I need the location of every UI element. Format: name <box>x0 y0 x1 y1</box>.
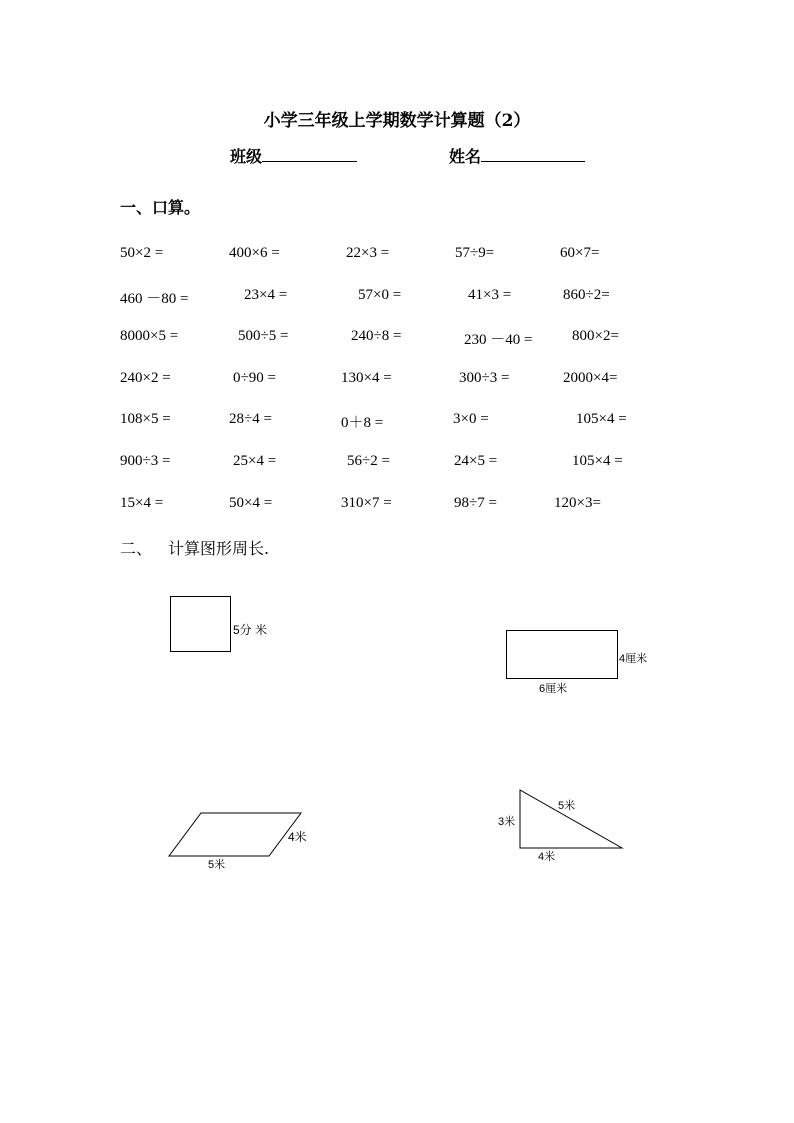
problem: 23×4 = <box>244 287 288 303</box>
name-label: 姓名 <box>449 147 482 166</box>
problem: 41×3 = <box>468 287 512 303</box>
problem: 108×5 = <box>120 411 171 427</box>
rectangle-height-label: 4厘米 <box>619 653 648 665</box>
parallelogram-side-label: 4米 <box>288 830 307 844</box>
problem: 860÷2= <box>563 287 610 303</box>
problem: 56÷2 = <box>347 453 390 469</box>
problem: 500÷5 = <box>238 328 289 344</box>
problem: 105×4 = <box>572 453 623 469</box>
problem: 310×7 = <box>341 495 392 511</box>
problem: 130×4 = <box>341 370 392 386</box>
problem: 120×3= <box>554 495 601 511</box>
problem: 15×4 = <box>120 495 164 511</box>
problem: 98÷7 = <box>454 495 497 511</box>
problem: 230 －40 = <box>464 332 533 348</box>
name-blank[interactable] <box>481 145 585 162</box>
triangle-shape <box>520 790 622 848</box>
class-blank[interactable] <box>262 145 357 162</box>
problem: 8000×5 = <box>120 328 179 344</box>
class-label: 班级 <box>230 147 263 166</box>
square-side-label: 5分 米 <box>233 623 268 637</box>
class-field <box>230 144 357 167</box>
problem: 2000×4= <box>563 370 618 386</box>
name-field <box>449 144 585 167</box>
section2-heading-number: 二、 <box>120 539 153 558</box>
rectangle-width-label: 6厘米 <box>539 683 568 695</box>
problem: 3×0 = <box>453 411 489 427</box>
problem: 0＋8 = <box>341 415 384 431</box>
parallelogram-base-label: 5米 <box>208 859 226 871</box>
triangle-figure <box>496 787 636 867</box>
problem: 105×4 = <box>576 411 627 427</box>
triangle-height-label: 3米 <box>498 816 516 828</box>
problem: 25×4 = <box>233 453 277 469</box>
problem: 800×2= <box>572 328 619 344</box>
problem: 50×4 = <box>229 495 273 511</box>
problem: 300÷3 = <box>459 370 510 386</box>
square-figure <box>170 596 280 656</box>
problem: 22×3 = <box>346 245 390 261</box>
rectangle-shape <box>507 631 618 679</box>
problem: 460 －80 = <box>120 291 189 307</box>
problem: 0÷90 = <box>233 370 276 386</box>
square-shape <box>171 597 231 652</box>
rectangle-figure <box>506 630 666 700</box>
problem: 900÷3 = <box>120 453 171 469</box>
problem: 240×2 = <box>120 370 171 386</box>
problem: 400×6 = <box>229 245 280 261</box>
parallelogram-figure <box>168 810 328 875</box>
problem: 60×7= <box>560 245 600 261</box>
problem: 24×5 = <box>454 453 498 469</box>
page-title: 小学三年级上学期数学计算题（2） <box>263 111 531 131</box>
section2-heading-text: 计算图形周长. <box>168 539 270 558</box>
problem: 57×0 = <box>358 287 402 303</box>
problem: 28÷4 = <box>229 411 272 427</box>
triangle-hypotenuse-label: 5米 <box>558 800 576 812</box>
problem: 50×2 = <box>120 245 164 261</box>
problem: 57÷9= <box>455 245 495 261</box>
problem: 240÷8 = <box>351 328 402 344</box>
parallelogram-shape <box>169 813 301 856</box>
section1-heading: 一、口算。 <box>120 198 201 217</box>
triangle-base-label: 4米 <box>538 851 556 863</box>
